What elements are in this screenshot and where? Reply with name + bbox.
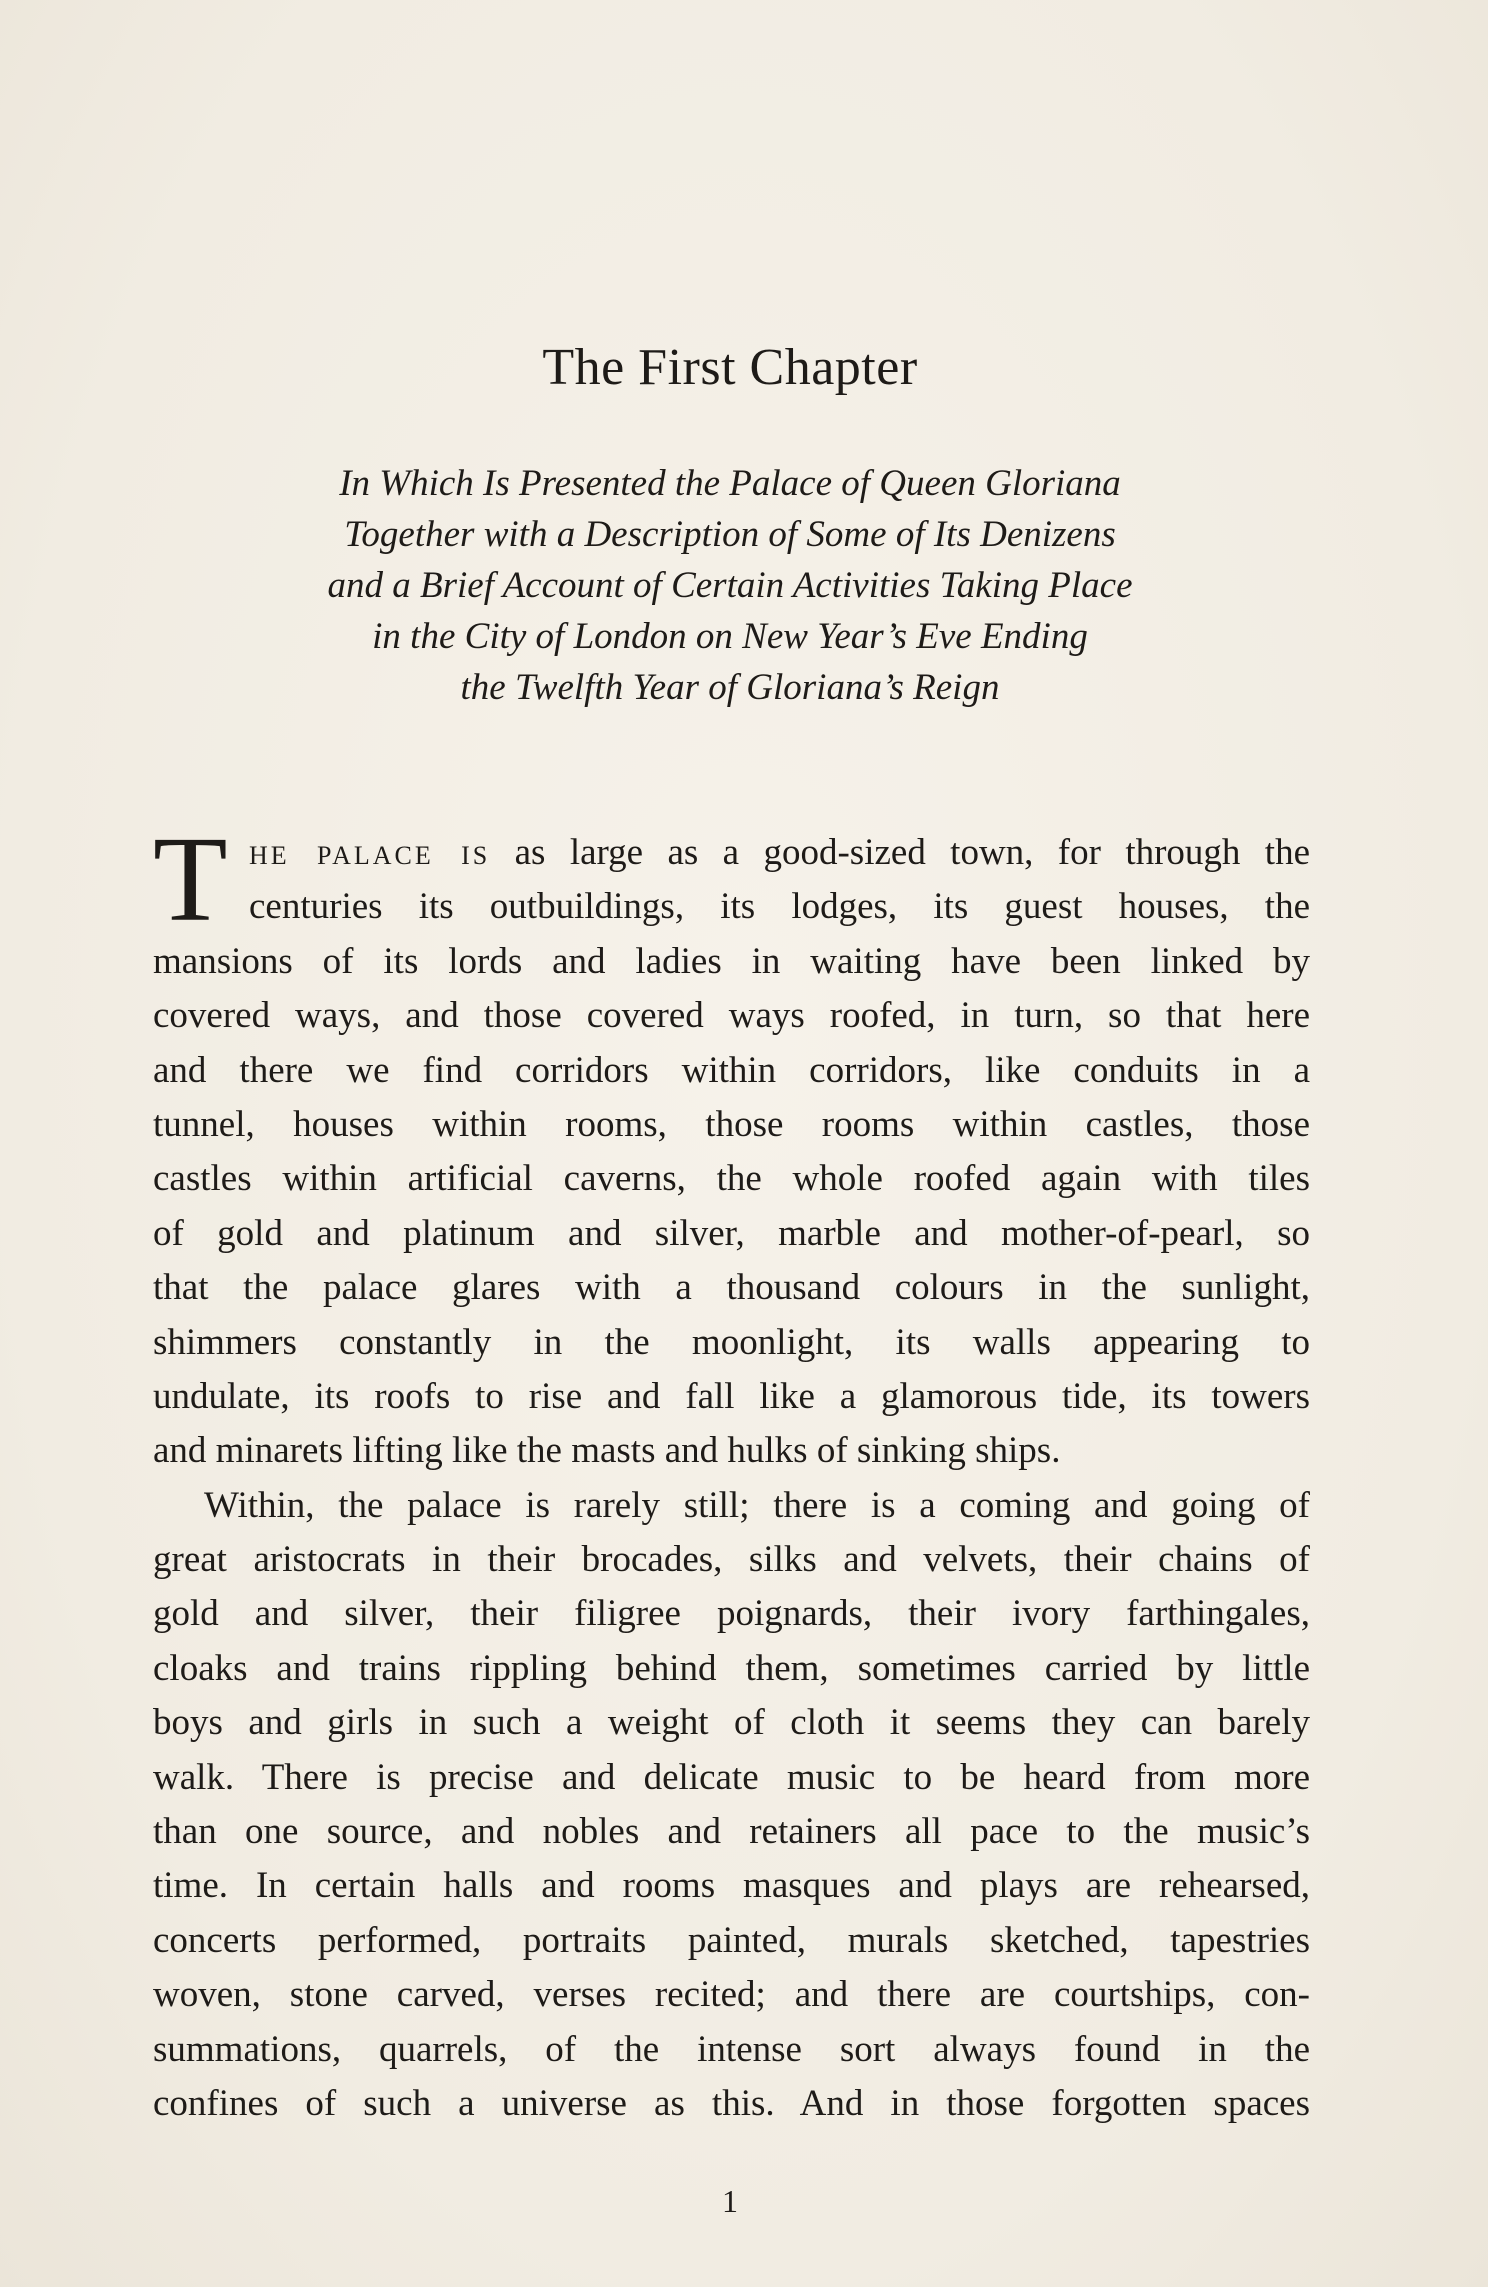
paragraph-line: great aristocrats in their brocades, silks and velvets, their chains of [153, 1539, 1310, 1581]
paragraph-line: and minarets lifting like the masts and hulks of sinking ships. [153, 1430, 1061, 1472]
paragraph-line: undulate, its roofs to rise and fall like a glamorous tide, its towers [153, 1375, 1310, 1417]
paragraph-line: covered ways, and those covered ways roofed, in turn, so that here [153, 995, 1310, 1037]
subtitle-line: and a Brief Account of Certain Activities Taking Place [327, 565, 1133, 606]
paragraph-line: cloaks and trains rippling behind them, sometimes carried by little [153, 1647, 1310, 1689]
paragraph-line: tunnel, houses within rooms, those rooms within castles, those [153, 1103, 1310, 1145]
paragraph-line [153, 826, 1310, 880]
subtitle-line: In Which Is Presented the Palace of Queen Gloriana [339, 463, 1121, 504]
paragraph-line: time. In certain halls and rooms masques and plays are rehearsed, [153, 1865, 1310, 1907]
drop-cap: T [153, 812, 228, 947]
subtitle-line: Together with a Description of Some of Its Denizens [344, 514, 1116, 555]
page-number: 1 [722, 2183, 738, 2219]
paragraph-line: castles within artificial caverns, the whole roofed again with tiles [153, 1158, 1310, 1200]
paragraph-line: and there we find corridors within corridors, like conduits in a [153, 1049, 1310, 1091]
paragraph-line: than one source, and nobles and retainers all pace to the music’s [153, 1811, 1310, 1853]
paragraph-line: boys and girls in such a weight of cloth it seems they can barely [153, 1702, 1310, 1744]
subtitle-line: the Twelfth Year of Gloriana’s Reign [460, 667, 1000, 708]
paragraph-line: confines of such a universe as this. And in those forgotten spaces [153, 2082, 1310, 2124]
paragraph-line: gold and silver, their filigree poignards, their ivory farthingales, [153, 1593, 1310, 1635]
paragraph-line: summations, quarrels, of the intense sort always found in the [153, 2028, 1310, 2070]
opening-smallcaps: he palace is [249, 832, 491, 873]
paragraph-line: walk. There is precise and delicate music to be heard from more [153, 1756, 1310, 1798]
paragraph-line: centuries its outbuildings, its lodges, its guest houses, the [249, 886, 1310, 928]
body-text [153, 812, 1310, 2131]
paragraph-line: of gold and platinum and silver, marble and mother-of-pearl, so [153, 1212, 1310, 1254]
paragraph-line: mansions of its lords and ladies in waiting have been linked by [153, 940, 1310, 982]
paragraph-line: concerts performed, portraits painted, murals sketched, tapestries [153, 1919, 1310, 1961]
paragraph-line: shimmers constantly in the moonlight, its walls appearing to [153, 1321, 1310, 1363]
chapter-title: The First Chapter [542, 339, 918, 396]
opening-line-text: as large as a good-sized town, for through the [490, 832, 1310, 873]
subtitle-line: in the City of London on New Year’s Eve Ending [372, 616, 1088, 657]
paragraph-line: that the palace glares with a thousand colours in the sunlight, [153, 1267, 1310, 1309]
paragraph-line: woven, stone carved, verses recited; and there are courtships, con- [153, 1974, 1310, 2016]
chapter-subtitle [0, 458, 1460, 713]
paragraph-line: Within, the palace is rarely still; there is a coming and going of [204, 1484, 1310, 1526]
